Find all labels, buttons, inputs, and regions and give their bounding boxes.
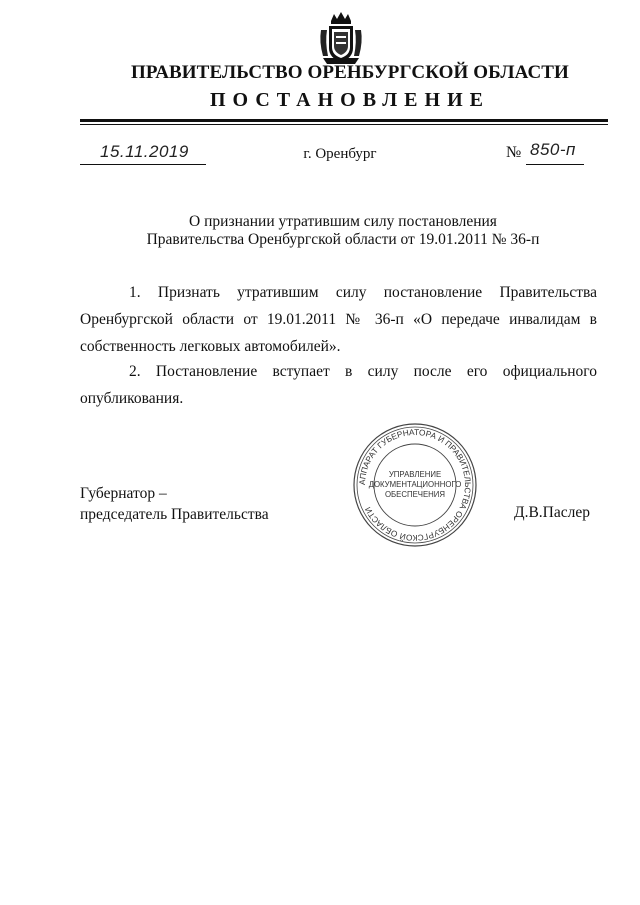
header-rule-thin	[80, 124, 608, 125]
signer-name: Д.В.Паслер	[514, 504, 590, 521]
subject-line-2: Правительства Оренбургской области от 19.01.2011 № 36-п	[146, 231, 540, 248]
city-label: г. Оренбург	[303, 146, 377, 162]
body-paragraph-2: 2. Постановление вступает в силу после его официального опубликования.	[80, 363, 597, 407]
header-rule	[80, 119, 608, 122]
signer-title	[80, 483, 269, 525]
stamp-inner-line-2: ДОКУМЕНТАЦИОННОГО	[368, 480, 462, 489]
official-stamp	[352, 422, 478, 548]
organization-title: ПРАВИТЕЛЬСТВО ОРЕНБУРГСКОЙ ОБЛАСТИ	[131, 62, 569, 83]
signer-title-line-1: Губернатор –	[80, 485, 167, 502]
document-subject	[0, 213, 640, 249]
document-type-heading: ПОСТАНОВЛЕНИЕ	[210, 89, 490, 111]
stamp-inner-line-1: УПРАВЛЕНИЕ	[388, 470, 442, 479]
coat-of-arms-icon	[319, 12, 363, 66]
stamp-ring-text: АППАРАТ ГУБЕРНАТОРА И ПРАВИТЕЛЬСТВА ОРЕНБУРГСКОЙ ОБЛАСТИ	[356, 426, 474, 544]
subject-line-1: О признании утратившим силу постановления	[189, 213, 497, 230]
document-date: 15.11.2019	[100, 142, 189, 161]
signer-title-line-2: председатель Правительства	[80, 506, 269, 523]
body-paragraph-1: 1. Признать утратившим силу постановление Правительства Оренбургской области от 19.01.2011 № 36-п «О передаче инвалидам в собственность легковых автомобилей».	[80, 284, 597, 355]
document-number: 850-п	[530, 140, 576, 159]
number-label: №	[506, 144, 522, 161]
stamp-inner-line-3: ОБЕСПЕЧЕНИЯ	[384, 490, 446, 499]
